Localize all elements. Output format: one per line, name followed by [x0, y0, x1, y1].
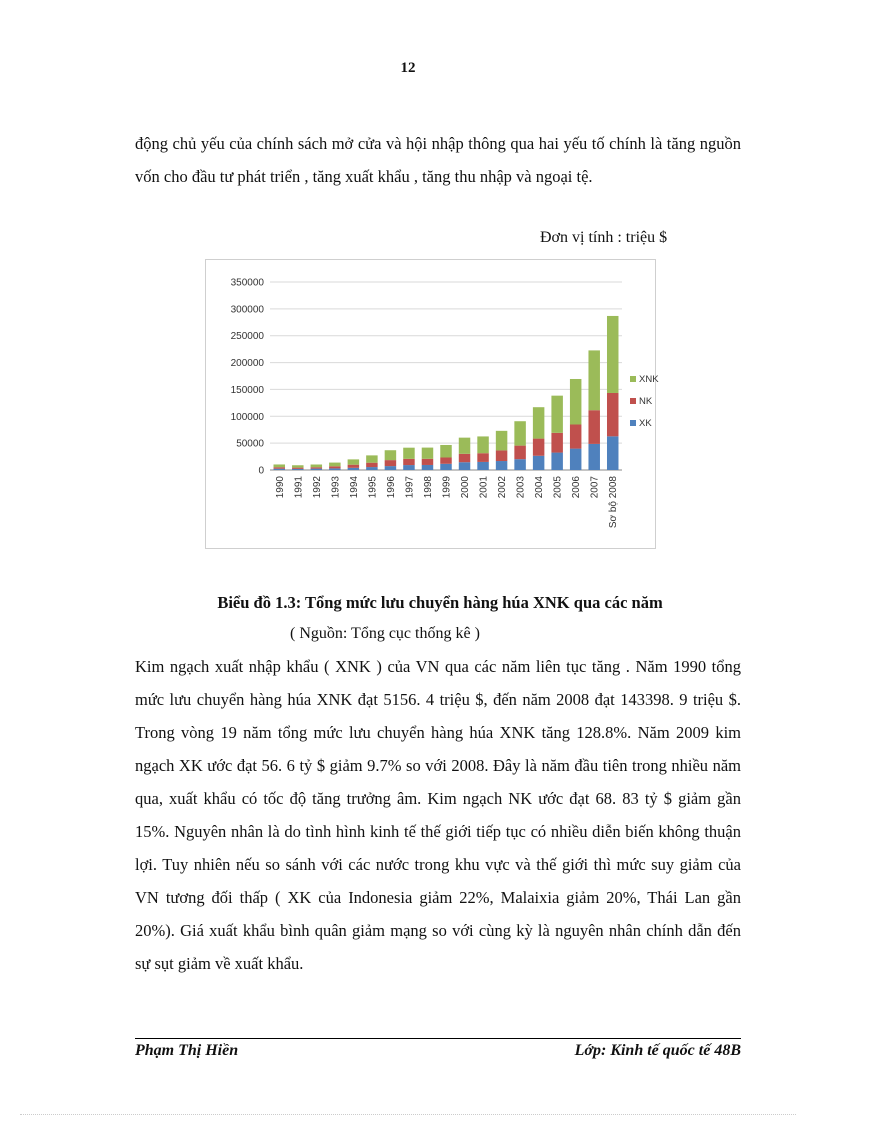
bar-xk-12 — [496, 461, 507, 470]
page-bottom-border — [20, 1114, 796, 1115]
bar-xk-6 — [385, 466, 396, 470]
bar-nk-11 — [477, 453, 488, 462]
bar-nk-10 — [459, 454, 470, 462]
bar-xk-9 — [440, 464, 451, 470]
bar-xk-2 — [311, 469, 322, 470]
x-tick-label: 2000 — [460, 476, 472, 499]
bar-nk-13 — [514, 446, 525, 460]
bar-nk-2 — [311, 467, 322, 468]
bar-nk-3 — [329, 466, 340, 468]
bar-nk-15 — [551, 433, 562, 453]
page-number: 12 — [400, 60, 416, 76]
bar-xnk-8 — [422, 448, 433, 459]
chart-source: ( Nguồn: Tổng cục thống kê ) — [290, 625, 480, 642]
legend-swatch-xnk — [630, 376, 636, 382]
bar-xnk-1 — [292, 465, 303, 467]
bar-nk-14 — [533, 439, 544, 456]
legend-label-xnk: XNK — [639, 374, 659, 385]
bar-nk-4 — [348, 465, 359, 468]
bar-nk-7 — [403, 459, 414, 465]
bar-xnk-17 — [588, 350, 599, 410]
bar-xk-13 — [514, 459, 525, 470]
bar-xk-17 — [588, 444, 599, 470]
bar-xk-8 — [422, 465, 433, 470]
x-tick-label: 2005 — [552, 476, 564, 499]
x-tick-label: 1992 — [311, 476, 323, 499]
x-tick-label: 1997 — [404, 476, 416, 499]
x-tick-label: 1993 — [330, 476, 342, 499]
x-tick-label: 1991 — [293, 476, 305, 499]
y-tick-label: 250000 — [230, 331, 264, 343]
y-tick-label: 300000 — [230, 304, 264, 316]
x-tick-label: 1990 — [274, 476, 286, 499]
x-tick-label: 1999 — [441, 476, 453, 499]
bar-nk-6 — [385, 460, 396, 466]
y-tick-label: 100000 — [230, 411, 264, 423]
bar-xnk-11 — [477, 436, 488, 453]
footer-class: Lớp: Kinh tế quốc tế 48B — [574, 1042, 741, 1059]
bar-nk-8 — [422, 459, 433, 465]
bar-xk-16 — [570, 449, 581, 470]
chart-container — [205, 259, 659, 549]
legend-label-nk: NK — [639, 396, 653, 407]
bar-nk-9 — [440, 457, 451, 463]
x-tick-label: 1996 — [385, 476, 397, 499]
bar-xk-10 — [459, 462, 470, 470]
bar-xnk-18 — [607, 316, 618, 393]
bar-nk-12 — [496, 450, 507, 461]
legend-label-xk: XK — [639, 418, 652, 429]
footer-divider — [135, 1038, 741, 1039]
x-tick-label: 1995 — [367, 476, 379, 499]
bar-nk-1 — [292, 468, 303, 469]
bar-xnk-3 — [329, 463, 340, 467]
x-tick-label: 2006 — [571, 476, 583, 499]
bar-xnk-5 — [366, 455, 377, 462]
bar-nk-5 — [366, 463, 377, 467]
y-tick-label: 200000 — [230, 358, 264, 370]
bar-xk-1 — [292, 469, 303, 470]
bar-xk-4 — [348, 468, 359, 470]
x-tick-label: 2001 — [478, 476, 490, 499]
y-tick-label: 350000 — [230, 277, 264, 289]
x-tick-label: 2003 — [515, 476, 527, 499]
bar-xk-0 — [274, 469, 285, 470]
y-tick-label: 150000 — [230, 384, 264, 396]
bar-nk-17 — [588, 410, 599, 444]
bar-xnk-13 — [514, 421, 525, 445]
x-tick-label: 2002 — [497, 476, 509, 499]
bar-xk-15 — [551, 453, 562, 470]
bar-xnk-2 — [311, 464, 322, 467]
footer-author: Phạm Thị Hiền — [135, 1042, 239, 1059]
bar-xnk-9 — [440, 445, 451, 458]
legend-swatch-nk — [630, 398, 636, 404]
intro-paragraph: động chủ yếu của chính sách mở cửa và hội nhập thông qua hai yếu tố chính là tăng nguồn vốn cho đầu tư phát triển , tăng xuất khẩu , tăng thu nhập và ngoại tệ. — [135, 134, 741, 186]
bar-xk-5 — [366, 467, 377, 470]
x-tick-label: 2007 — [589, 476, 601, 499]
bar-xnk-14 — [533, 407, 544, 438]
bar-xnk-7 — [403, 448, 414, 459]
bar-xnk-16 — [570, 379, 581, 425]
chart-caption: Biểu đồ 1.3: Tổng mức lưu chuyển hàng húa XNK qua các năm — [217, 593, 663, 612]
body-paragraph: Kim ngạch xuất nhập khẩu ( XNK ) của VN qua các năm liên tục tăng . Năm 1990 tổng mức lưu chuyển hàng húa XNK đạt 5156. 4 triệu $, đến năm 2008 đạt 143398. 9 triệu $. Trong vòng 19 năm tổng mức lưu chuyển hàng húa XNK tăng 128.8%. Năm 2009 kim ngạch XK ước đạt 56. 6 tỷ $ giảm 9.7% so với 2008. Đây là năm đầu tiên trong nhiều năm qua, xuất khẩu có tốc độ tăng trưởng âm. Kim ngạch NK ước đạt 68. 83 tỷ $ giảm gần 15%. Nguyên nhân là do tình hình kinh tế thế giới tiếp tục có nhiều diễn biến không thuận lợi. Tuy nhiên nếu so sánh với các nước trong khu vực và thế giới thì mức suy giảm của VN tương đối thấp ( XK của Indonesia giảm 22%, Malaixia giảm 20%, Thái Lan gần 20%). Giá xuất khẩu bình quân giảm mạng so với cùng kỳ là nguyên nhân chính dẫn đến sự sụt giảm về xuất khẩu. — [135, 657, 741, 973]
legend-swatch-xk — [630, 420, 636, 426]
bar-nk-0 — [274, 467, 285, 468]
x-tick-label: Sơ bộ 2008 — [608, 476, 620, 529]
x-tick-label: 1994 — [348, 476, 360, 499]
bar-xk-18 — [607, 436, 618, 470]
x-tick-label: 1998 — [422, 476, 434, 499]
bar-xnk-4 — [348, 459, 359, 464]
stacked-bar-chart — [206, 260, 659, 548]
bar-nk-16 — [570, 424, 581, 448]
bar-xk-11 — [477, 462, 488, 470]
bar-xnk-0 — [274, 464, 285, 467]
bar-xk-7 — [403, 465, 414, 470]
bar-xk-3 — [329, 468, 340, 470]
bar-xk-14 — [533, 456, 544, 470]
bar-nk-18 — [607, 393, 618, 436]
x-tick-label: 2004 — [534, 476, 546, 499]
unit-label: Đơn vị tính : triệu $ — [540, 229, 668, 246]
bar-xnk-15 — [551, 396, 562, 433]
bar-xnk-10 — [459, 438, 470, 454]
bar-xnk-6 — [385, 450, 396, 460]
y-tick-label: 0 — [258, 465, 264, 477]
bar-xnk-12 — [496, 431, 507, 451]
y-tick-label: 50000 — [236, 438, 264, 450]
